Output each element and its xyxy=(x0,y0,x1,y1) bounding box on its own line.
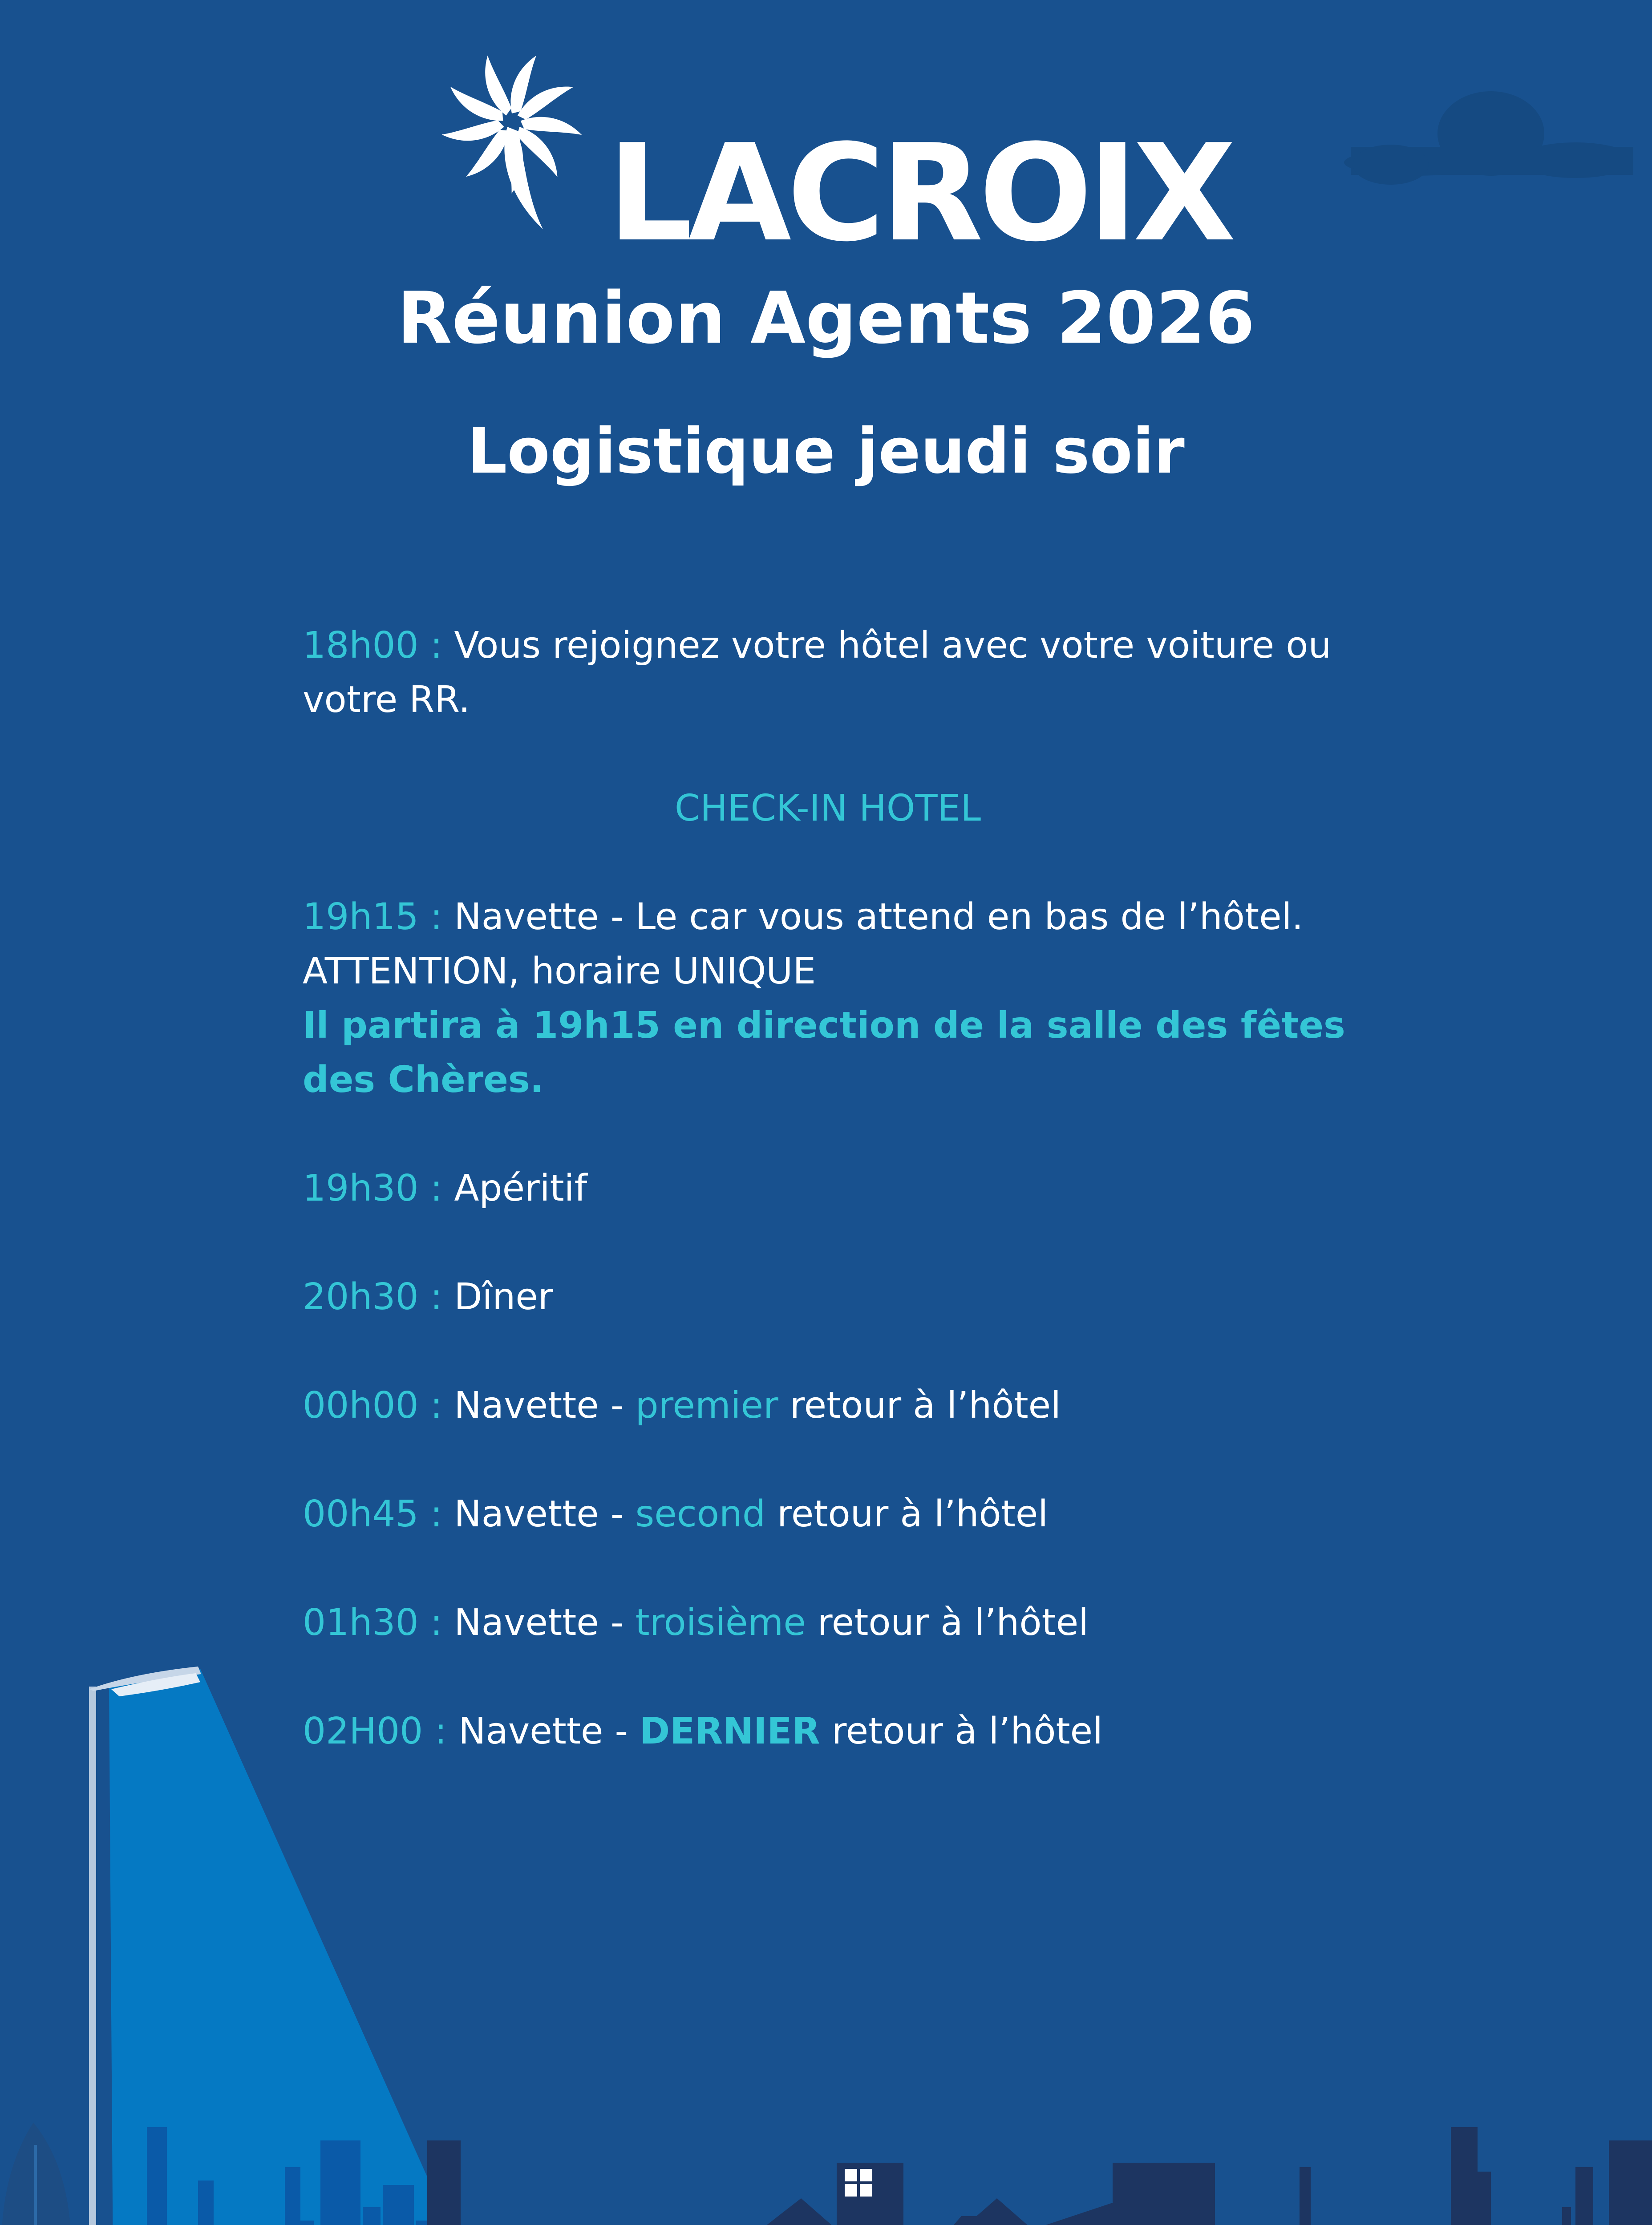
return-order: troisième xyxy=(635,1602,806,1644)
agenda-warning: ATTENTION, horaire UNIQUE xyxy=(303,950,816,992)
return-order: DERNIER xyxy=(640,1710,820,1752)
lacroix-swirl-logo-icon xyxy=(438,40,590,231)
return-suffix: retour à l’hôtel xyxy=(765,1493,1049,1535)
agenda-item xyxy=(303,1704,1353,1759)
checkin-label: CHECK-IN HOTEL xyxy=(674,787,981,829)
agenda-time: 00h00 : xyxy=(303,1384,443,1427)
agenda-item xyxy=(303,890,1353,944)
agenda-text: Navette - Le car vous attend en bas de l’hôtel. xyxy=(442,896,1304,938)
agenda-highlight: Il partira à 19h15 en direction de la salle des fêtes des Chères. xyxy=(303,1004,1345,1101)
agenda-item xyxy=(303,1379,1353,1433)
agenda-time: 19h30 : xyxy=(303,1167,443,1210)
agenda-time: 01h30 : xyxy=(303,1602,443,1644)
agenda-text: Dîner xyxy=(442,1276,553,1318)
agenda xyxy=(303,619,1353,1759)
shuttle-prefix: Navette - xyxy=(447,1710,640,1752)
return-suffix: retour à l’hôtel xyxy=(778,1384,1061,1427)
agenda-item xyxy=(303,1596,1353,1650)
agenda-time: 18h00 : xyxy=(303,624,443,667)
agenda-time: 02H00 : xyxy=(303,1710,447,1752)
agenda-time: 19h15 : xyxy=(303,896,443,938)
return-suffix: retour à l’hôtel xyxy=(806,1602,1089,1644)
tree-icon xyxy=(1,2123,72,2225)
agenda-time: 00h45 : xyxy=(303,1493,443,1535)
shuttle-prefix: Navette - xyxy=(442,1384,636,1427)
agenda-time: 20h30 : xyxy=(303,1276,443,1318)
brand-wordmark: LACROIX xyxy=(607,116,1232,271)
shuttle-prefix: Navette - xyxy=(442,1493,636,1535)
page-title: Réunion Agents 2026 xyxy=(397,276,1255,360)
agenda-text: Apéritif xyxy=(442,1167,587,1210)
lacroix-logo xyxy=(438,40,1232,271)
agenda-item xyxy=(303,619,1353,727)
return-order: second xyxy=(635,1493,765,1535)
agenda-item xyxy=(303,1270,1353,1324)
return-order: premier xyxy=(635,1384,778,1427)
agenda-item xyxy=(303,1161,1353,1216)
agenda-text: Vous rejoignez votre hôtel avec votre voiture ou votre RR. xyxy=(303,624,1332,721)
agenda-item xyxy=(303,1487,1353,1541)
page-subtitle: Logistique jeudi soir xyxy=(467,415,1185,488)
cloud-icon xyxy=(1344,91,1633,185)
return-suffix: retour à l’hôtel xyxy=(820,1710,1103,1752)
shuttle-prefix: Navette - xyxy=(442,1602,636,1644)
